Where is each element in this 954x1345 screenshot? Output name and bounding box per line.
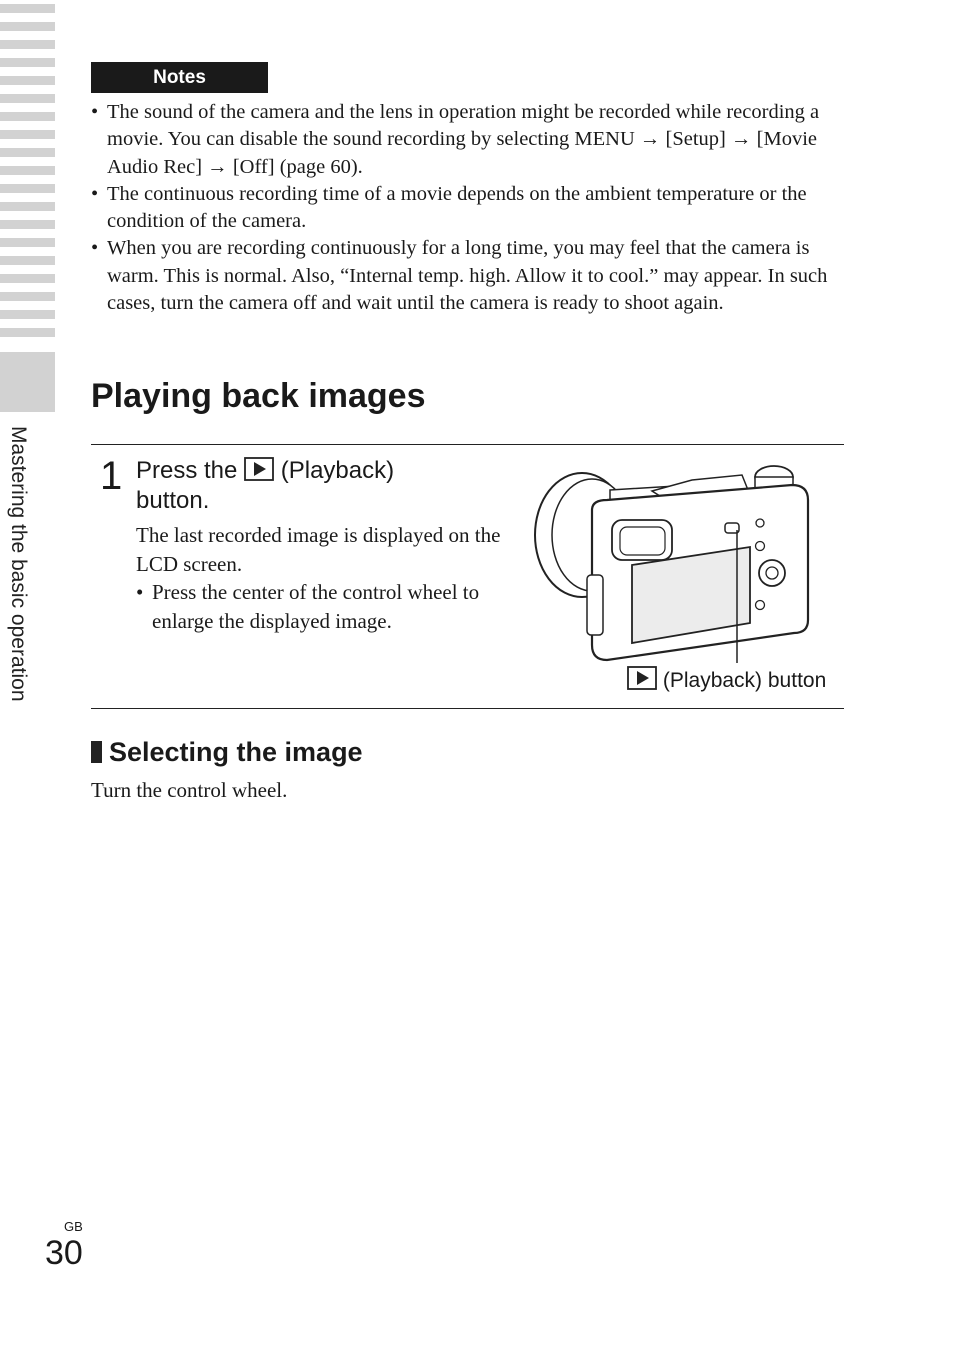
- section-side-label: Mastering the basic operation: [7, 426, 30, 702]
- step-title-before: Press the: [136, 457, 238, 484]
- step-description: The last recorded image is displayed on the LCD screen.: [136, 523, 501, 576]
- section-rule-top: [91, 444, 844, 445]
- notes-list: [91, 99, 851, 317]
- caption-text: (Playback) button: [662, 669, 827, 692]
- notes-label: Notes: [91, 62, 268, 93]
- step-body: [136, 521, 516, 635]
- step-number: 1: [100, 454, 123, 498]
- note-item: • The sound of the camera and the lens in operation might be recorded while recording a movie. You can disable the sound recording by selecting MENU → [Setup] → [Movie Audio Rec] → [Off] (page 60).: [91, 99, 851, 181]
- note-item: • The continuous recording time of a movie depends on the ambient temperature or the condition of the camera.: [91, 181, 851, 236]
- page-number: 30: [45, 1234, 83, 1272]
- playback-icon: [627, 666, 657, 690]
- step-title: [136, 456, 466, 516]
- side-tab-block: [0, 352, 55, 412]
- subheading: [91, 735, 363, 769]
- region-code: GB: [64, 1219, 83, 1234]
- step-title-after: (Playback) button.: [136, 457, 395, 514]
- page-heading: Playing back images: [91, 377, 426, 415]
- section-rule-bottom: [91, 708, 844, 709]
- section-marker: [91, 741, 102, 763]
- step-bullet: • Press the center of the control wheel to enlarge the displayed image.: [136, 578, 516, 635]
- body-paragraph: Turn the control wheel.: [91, 778, 288, 802]
- note-item: • When you are recording continuously for a long time, you may feel that the camera is warm. This is normal. Also, “Internal temp. high. Allow it to cool.” may appear. In such cases, turn the camera off and wait until the camera is ready to shoot again.: [91, 235, 851, 317]
- playback-icon: [244, 457, 274, 481]
- camera-illustration: [532, 455, 822, 670]
- subheading-text: Selecting the image: [109, 737, 363, 767]
- playback-button-caption: [627, 666, 826, 695]
